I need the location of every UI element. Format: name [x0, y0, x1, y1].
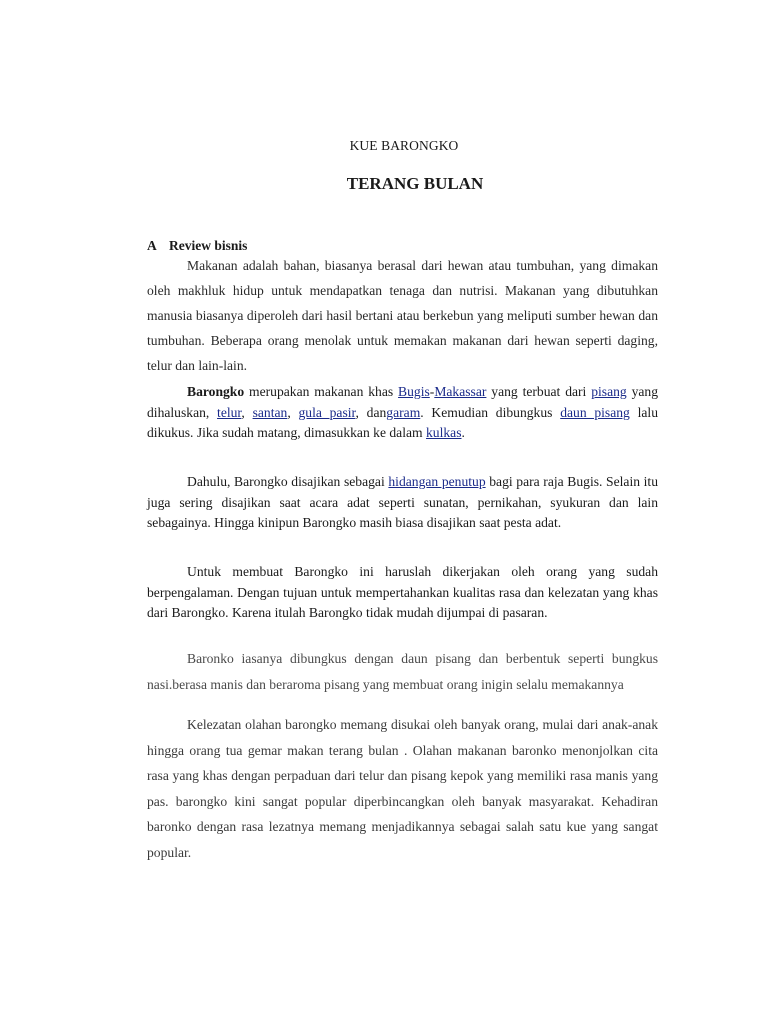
text-run: ,: [287, 404, 299, 420]
link-hidangan-penutup[interactable]: hidangan penutup: [388, 474, 486, 489]
paragraph-barongko-history: [147, 472, 658, 534]
document-title: KUE BARONGKO: [349, 138, 459, 153]
link-gula-pasir[interactable]: gula pasir: [298, 404, 356, 420]
text-run: , dan: [355, 404, 387, 420]
paragraph-barongko-wrapping: Baronko iasanya dibungkus dengan daun pisang dan berbentuk seperti bungkus nasi.berasa manis dan beraroma pisang yang membuat orang inigin selalu memakannya: [147, 651, 658, 692]
link-santan[interactable]: santan: [252, 404, 288, 420]
paragraph-barongko-making: Untuk membuat Barongko ini haruslah dikerjakan oleh orang yang sudah berpengalaman. Dengan tujuan untuk mempertahankan kualitas rasa dan kelezatan yang khas dari Barongko. Karena itulah Barongko tidak mudah dijumpai di pasaran.: [147, 564, 658, 620]
text-run: yang dihaluskan,: [147, 384, 658, 420]
paragraph-barongko-popularity: Kelezatan olahan barongko memang disukai oleh banyak orang, mulai dari anak-anak hingga orang tua gemar makan terang bulan . Olahan makanan baronko menonjolkan cita rasa yang khas dengan perpaduan dari telur dan pisang kepok yang memiliki rasa manis yang pas. barongko kini sangat popular diperbincangkan oleh banyak masyarakat. Kehadiran baronko dengan rasa lezatnya memang menjadikannya sebagai salah satu kue yang sangat popular.: [147, 717, 658, 860]
text-run: . Kemudian dibungkus: [420, 404, 561, 420]
paragraph-barongko-ingredients: [147, 382, 658, 444]
barongko-term: Barongko: [187, 384, 245, 399]
link-garam[interactable]: garam: [386, 404, 421, 420]
section-heading-text: Review bisnis: [169, 238, 248, 253]
text-run: yang terbuat dari: [486, 384, 592, 399]
text-run: merupakan makanan khas: [244, 384, 399, 399]
section-heading: [147, 238, 247, 254]
paragraph-food-definition: Makanan adalah bahan, biasanya berasal dari hewan atau tumbuhan, yang dimakan oleh makhluk hidup untuk mendapatkan tenaga dan nutrisi. Makanan yang dibutuhkan manusia biasanya diperoleh dari hasil bertani atau berkebun yang meliputi sumber hewan dan tumbuhan. Beberapa orang menolak untuk memakan makanan dari hewan seperti daging, telur dan lain-lain.: [147, 258, 658, 373]
text-run: ,: [241, 404, 253, 420]
link-kulkas[interactable]: kulkas: [426, 425, 462, 440]
link-pisang[interactable]: pisang: [591, 384, 627, 399]
section-number: A: [147, 238, 157, 253]
link-daun-pisang[interactable]: daun pisang: [560, 404, 630, 420]
text-run: lalu dikukus. Jika sudah matang, dimasukkan ke dalam: [147, 404, 658, 440]
document-subtitle: TERANG BULAN: [346, 174, 484, 193]
link-bugis[interactable]: Bugis: [398, 384, 430, 399]
text-run: Dahulu, Barongko disajikan sebagai: [187, 474, 389, 489]
link-makassar[interactable]: Makassar: [434, 384, 487, 399]
text-run: .: [461, 425, 465, 440]
text-run: bagi para raja Bugis. Selain itu juga sering disajikan saat acara adat seperti sunatan, pernikahan, syukuran dan lain sebagainya. Hingga kinipun Barongko masih biasa disajikan saat pesta adat.: [147, 474, 658, 530]
link-telur[interactable]: telur: [217, 404, 242, 420]
text-run: -: [429, 384, 435, 399]
